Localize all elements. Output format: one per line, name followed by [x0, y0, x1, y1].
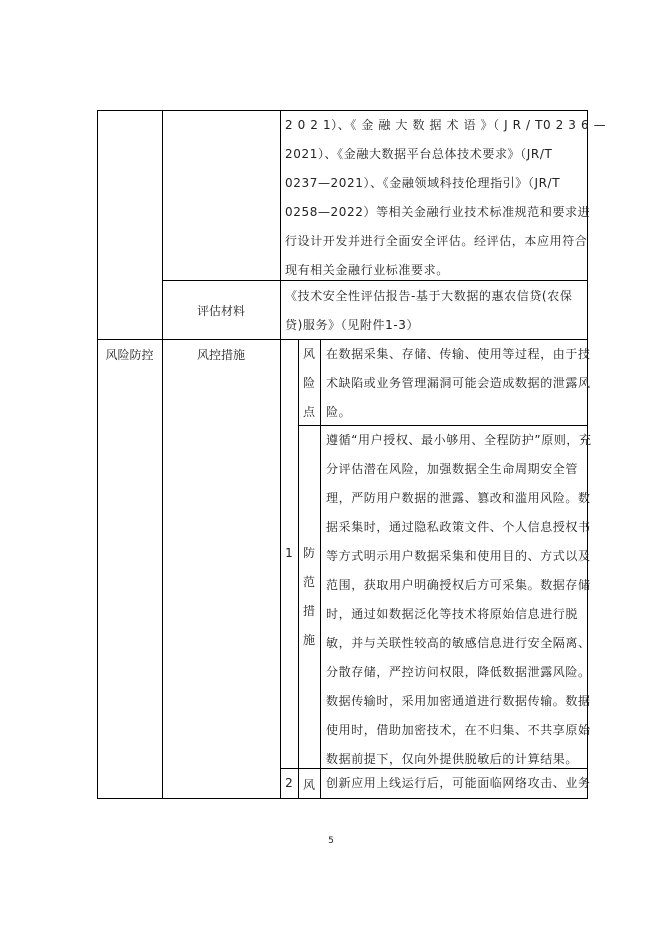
paragraph-line: 时，通过如数据泛化等技术将原始信息进行脱 — [326, 607, 579, 621]
paragraph-line: 数据前提下，仅向外提供脱敏后的计算结果。 — [326, 752, 579, 766]
table-border-left — [97, 110, 98, 799]
item-number: 1 — [285, 546, 293, 560]
standards-paragraph — [285, 111, 607, 285]
paragraph-line: 行设计开发并进行全面安全评估。经评估，本应用符合 — [285, 234, 588, 248]
paragraph-line: 2021）、《金融大数据平台总体技术要求》（JR/T — [285, 147, 553, 161]
risk-control-measures-label: 风控措施 — [196, 348, 245, 362]
paragraph-line: 遵循“用户授权、最小够用、全程防护”原则，充 — [326, 433, 592, 447]
paragraph-line: 敏，并与关联性较高的敏感信息进行安全隔离、 — [326, 636, 591, 650]
paragraph-line: 现有相关金融行业标准要求。 — [285, 263, 449, 277]
prevention-measures-text — [326, 426, 592, 774]
page-number: 5 — [328, 836, 334, 846]
table-col-divider — [162, 110, 163, 799]
paragraph-line: 险。 — [326, 405, 352, 419]
paragraph-line: 术缺陷或业务管理漏洞可能会造成数据的泄露风 — [326, 376, 591, 390]
evaluation-materials-label: 评估材料 — [196, 304, 245, 318]
paragraph-line: 《技术安全性评估报告-基于大数据的惠农信贷(农保 — [285, 289, 573, 303]
paragraph-line: 0237—2021）、《金融领域科技伦理指引》（JR/T — [285, 176, 561, 190]
evaluation-materials-text — [285, 282, 585, 340]
risk-point-text: 创新应用上线运行后，可能面临网络攻击、业务 — [326, 776, 591, 790]
paragraph-line: 分评估潜在风险，加强数据全生命周期安全管 — [326, 462, 579, 476]
paragraph-line: 使用时，借助加密技术，在不归集、不共享原始 — [326, 723, 591, 737]
paragraph-line: 0258—2022）等相关金融行业技术标准规范和要求进 — [285, 205, 591, 219]
table-border-bottom — [97, 798, 588, 799]
risk-control-category: 风险防控 — [105, 348, 154, 362]
table-col-divider — [298, 339, 299, 799]
paragraph-line: 范围，获取用户明确授权后方可采集。数据存储 — [326, 578, 591, 592]
paragraph-line: 2 0 2 1）、《 金 融 大 数 据 术 语 》（ J R / T0 2 3 6 — — [285, 118, 607, 132]
paragraph-line: 等方式明示用户数据采集和使用目的、方式以及 — [326, 549, 591, 563]
table-col-divider — [320, 339, 321, 799]
paragraph-line: 在数据采集、存储、传输、使用等过程，由于技 — [326, 347, 591, 361]
table-col-divider — [280, 110, 281, 799]
paragraph-line: 贷)服务》（见附件1-3） — [285, 318, 420, 332]
risk-point-label: 风 险 点 — [302, 347, 315, 419]
item-number: 2 — [285, 776, 293, 790]
prevention-measures-label: 防 范 措 施 — [302, 546, 315, 647]
risk-point-label: 风 — [302, 778, 315, 792]
paragraph-line: 理，严防用户数据的泄露、篡改和滥用风险。数 — [326, 491, 591, 505]
paragraph-line: 数据传输时，采用加密通道进行数据传输。数据 — [326, 694, 591, 708]
paragraph-line: 分散存储，严控访问权限，降低数据泄露风险。 — [326, 665, 591, 679]
risk-point-text — [326, 340, 591, 427]
paragraph-line: 据采集时，通过隐私政策文件、个人信息授权书 — [326, 520, 591, 534]
